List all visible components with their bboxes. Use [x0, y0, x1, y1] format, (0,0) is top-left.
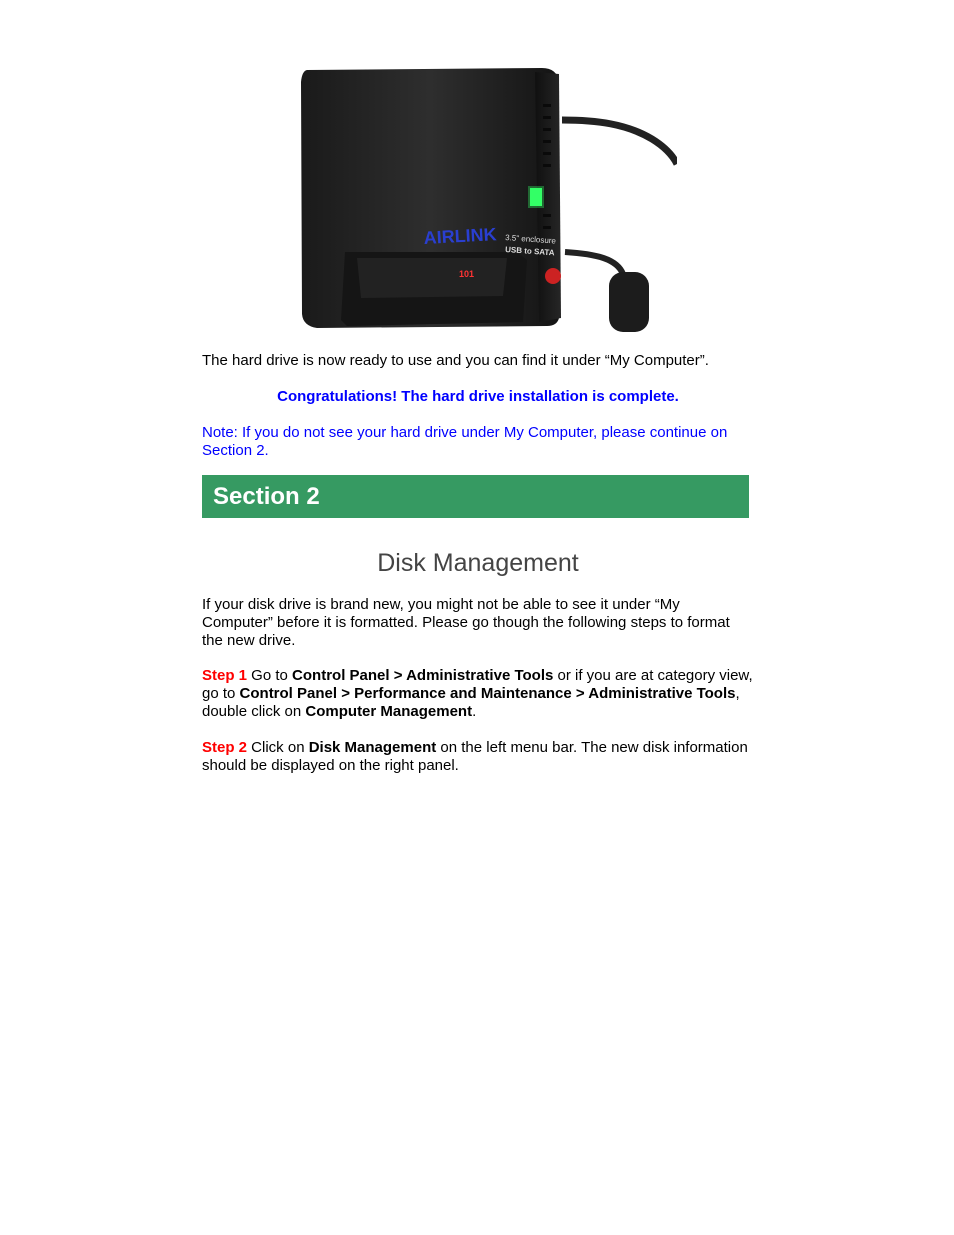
- ready-paragraph: The hard drive is now ready to use and you can find it under “My Computer”.: [202, 352, 709, 369]
- step-1-bold-b: Control Panel > Performance and Maintenance > Administrative Tools: [239, 685, 736, 702]
- brand-logo: AIRLINK: [423, 224, 498, 248]
- brand-number: 101: [459, 269, 475, 279]
- step-2-bold-a: Disk Management: [308, 739, 437, 756]
- congrats-message: Congratulations! The hard drive installation is complete.: [277, 388, 679, 405]
- step-1-bold-c: Computer Management: [305, 703, 473, 720]
- section-banner: Section 2: [202, 475, 749, 518]
- step-2-text-a: Click on: [247, 739, 309, 756]
- step-1-bold-a: Control Panel > Administrative Tools: [292, 667, 554, 684]
- step-1-text-b: or if you are at category view, go to: [202, 667, 753, 702]
- step-2-paragraph: [202, 739, 754, 775]
- step-1-text-a: Go to: [247, 667, 293, 684]
- page-heading: Disk Management: [377, 549, 579, 577]
- hard-drive-enclosure-photo: [297, 64, 677, 336]
- enclosure-label-line2: USB to SATA: [504, 245, 555, 258]
- enclosure-label-line1: 3.5" enclosure: [504, 233, 557, 246]
- step-1-paragraph: [202, 667, 754, 721]
- note-paragraph: Note: If you do not see your hard drive under My Computer, please continue on Section 2.: [202, 424, 728, 459]
- step-1-text-d: .: [472, 703, 477, 720]
- step-1-label: Step 1: [202, 667, 248, 684]
- step-1-text-c: , double click on: [202, 685, 740, 720]
- intro-paragraph: If your disk drive is brand new, you might not be able to see it under “My Computer” before it is formatted. Please go though the following steps to format the new drive.: [202, 596, 730, 649]
- step-2-text-b: on the left menu bar. The new disk information should be displayed on the right panel.: [202, 739, 748, 774]
- step-2-label: Step 2: [202, 739, 248, 756]
